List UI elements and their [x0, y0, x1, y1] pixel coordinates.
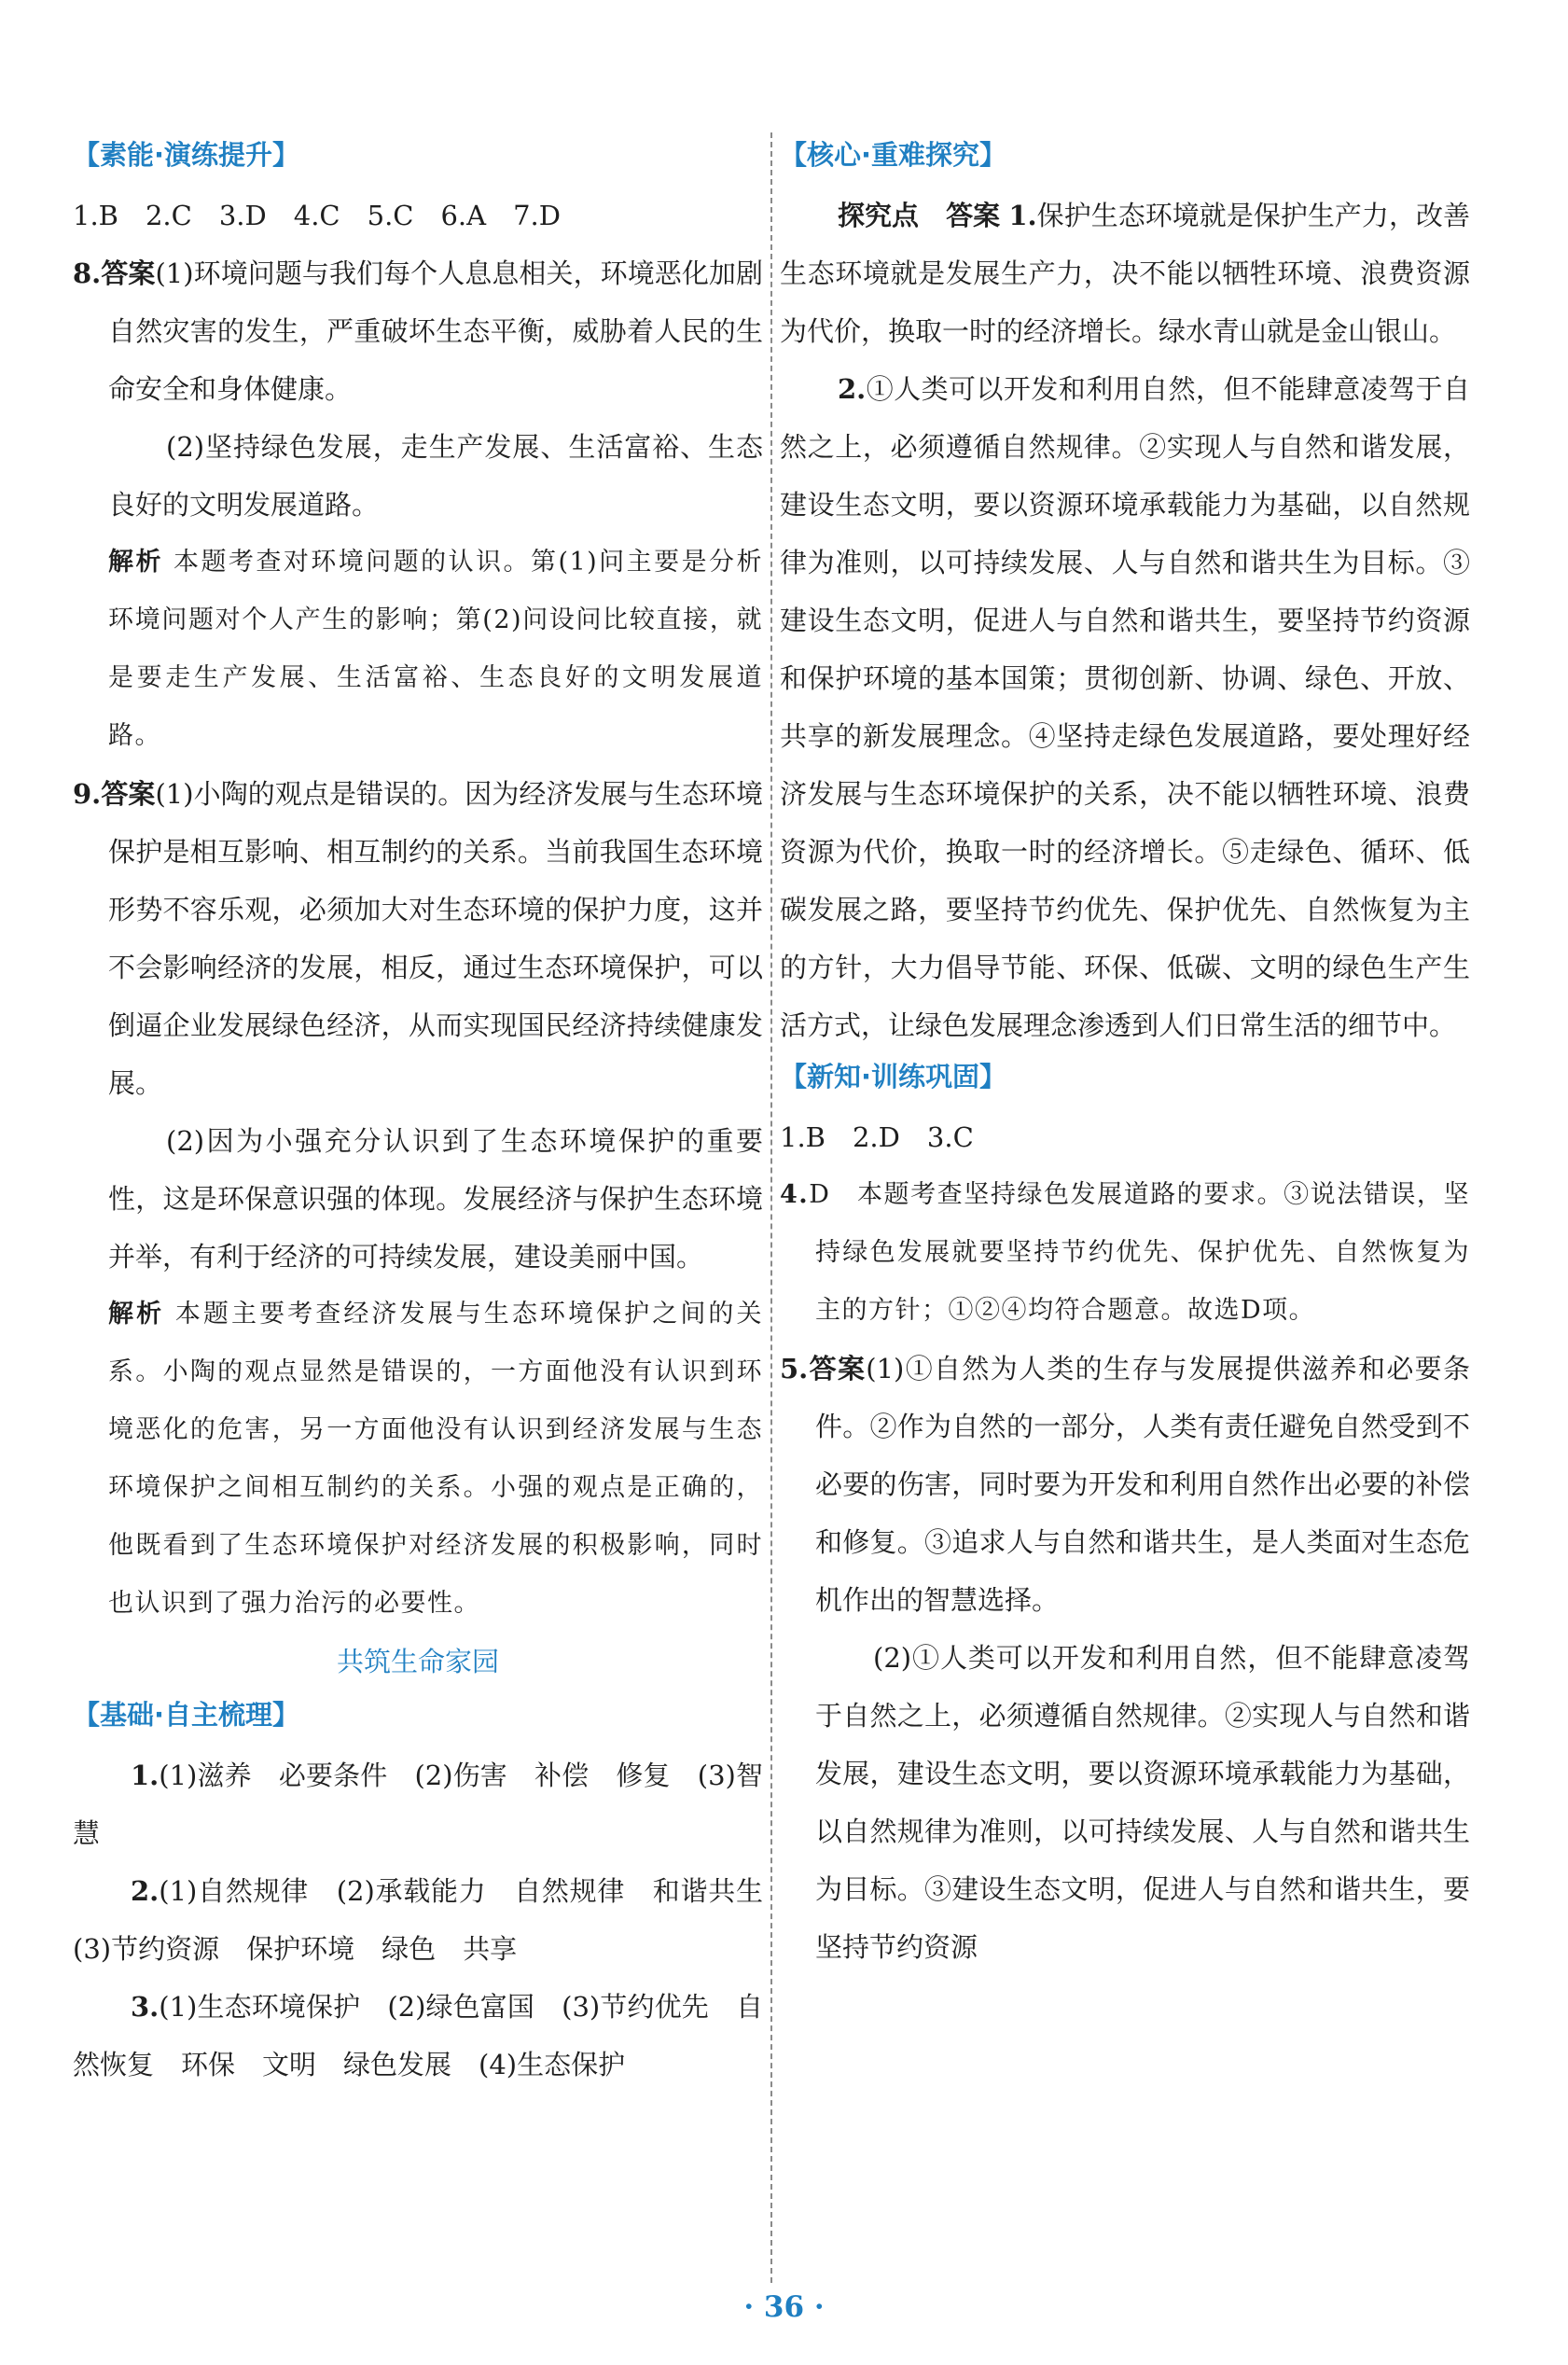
q9-analysis [73, 1286, 763, 1633]
q9-answer-part1: (1)小陶的观点是错误的。因为经济发展与生态环境保护是相互影响、相互制约的关系。当前我国生态环境形势不容乐观，必须加大对生态环境的保护力度，这并不会影响经济的发展，相反，通过生态环境保护，可以倒逼企业发展绿色经济，从而实现国民经济持续健康发展。 [108, 778, 763, 1099]
left-column [73, 132, 791, 2094]
explore-1-number: 1. [1008, 200, 1037, 231]
basic-answer-2 [73, 1862, 791, 1978]
q8-answer-part2: (2)坚持绿色发展，走生产发展、生活富裕、生态良好的文明发展道路。 [108, 431, 763, 521]
heading-hexin: 【核心·重难探究】 [780, 139, 1007, 171]
q9-answer [73, 765, 763, 1112]
q8-analysis-label: 解析 [108, 548, 163, 577]
q5-answer-label: 答案 [808, 1353, 867, 1384]
q8-answer [73, 244, 763, 418]
q8-number: 8. [73, 257, 102, 289]
basic-2-number: 2. [131, 1875, 160, 1907]
explore-label: 探究点 答案 [838, 200, 1001, 231]
q5-answer-part1: (1)①自然为人类的生存与发展提供滋养和必要条件。②作为自然的一部分，人类有责任避免自然受到不必要的伤害，同时要为开发和利用自然作出必要的补偿和修复。③追求人与自然和谐共生，是人类面对生态危机作出的智慧选择。 [815, 1353, 1470, 1616]
q5-answer [780, 1340, 1470, 1629]
heading-xinzhi: 【新知·训练巩固】 [780, 1061, 1007, 1092]
basic-1-number: 1. [131, 1760, 160, 1791]
basic-3-text: (1)生态环境保护 (2)绿色富国 (3)节约优先 自然恢复 环保 文明 绿色发展 (4)生态保护 [73, 1991, 763, 2080]
q4-number: 4. [780, 1180, 810, 1209]
basic-answer-3 [73, 1978, 763, 2094]
basic-answer-1 [73, 1746, 763, 1862]
explore-1-text: 保护生态环境就是保护生产力，改善生态环境就是发展生产力，决不能以牺牲环境、浪费资源为代价，换取一时的经济增长。绿水青山就是金山银山。 [780, 200, 1470, 347]
q8-answer-label: 答案 [101, 257, 156, 289]
column-divider [770, 132, 772, 2283]
q8-answer-part1: (1)环境问题与我们每个人息息相关，环境恶化加剧自然灾害的发生，严重破坏生态平衡，威胁着人民的生命安全和身体健康。 [108, 257, 763, 405]
basic-2-text: (1)自然规律 (2)承载能力 自然规律 和谐共生 (3)节约资源 保护环境 绿色 共享 [73, 1875, 791, 1965]
section-title: 共筑生命家园 [336, 1646, 499, 1677]
mc-answers-right: 1.B 2.D 3.C [780, 1121, 974, 1153]
q4-text: D 本题考查坚持绿色发展道路的要求。③说法错误，坚持绿色发展就要坚持节约优先、保护优先、自然恢复为主的方针；①②④均符合题意。故选D项。 [809, 1180, 1470, 1325]
heading-suneng: 【素能·演练提升】 [73, 139, 300, 171]
basic-3-number: 3. [131, 1991, 160, 2023]
q9-analysis-label: 解析 [108, 1300, 165, 1329]
heading-jichu: 【基础·自主梳理】 [73, 1699, 300, 1731]
q4-answer [780, 1166, 1470, 1340]
right-column [780, 132, 1470, 1976]
q8-analysis [73, 534, 763, 765]
explore-answer-1 [780, 187, 1470, 360]
explore-2-number: 2. [838, 373, 867, 405]
q5-answer-part2: (2)①人类可以开发和利用自然，但不能肆意凌驾于自然之上，必须遵循自然规律。②实现人与自然和谐发展，建设生态文明，要以资源环境承载能力为基础，以自然规律为准则，以可持续发展、人与自然和谐共生为目标。③建设生态文明，促进人与自然和谐共生，要坚持节约资源 [815, 1642, 1470, 1963]
explore-answer-2 [780, 360, 1470, 1054]
page-number: · 36 · [743, 2290, 825, 2324]
q9-answer-label: 答案 [101, 778, 156, 810]
basic-1-text: (1)滋养 必要条件 (2)伤害 补偿 修复 (3)智慧 [73, 1760, 763, 1849]
explore-2-text: ①人类可以开发和利用自然，但不能肆意凌驾于自然之上，必须遵循自然规律。②实现人与自然和谐发展，建设生态文明，要以资源环境承载能力为基础，以自然规律为准则，以可持续发展、人与自然和谐共生为目标。③建设生态文明，促进人与自然和谐共生，要坚持节约资源和保护环境的基本国策；贯彻创新、协调、绿色、开放、共享的新发展理念。④坚持走绿色发展道路，要处理好经济发展与生态环境保护的关系，决不能以牺牲环境、浪费资源为代价，换取一时的经济增长。⑤走绿色、循环、低碳发展之路，要坚持节约优先、保护优先、自然恢复为主的方针，大力倡导节能、环保、低碳、文明的绿色生产生活方式，让绿色发展理念渗透到人们日常生活的细节中。 [780, 373, 1470, 1041]
q5-number: 5. [780, 1353, 809, 1384]
mc-answers-left: 1.B 2.C 3.D 4.C 5.C 6.A 7.D [73, 200, 562, 231]
q8-analysis-text: 本题考查对环境问题的认识。第(1)问主要是分析环境问题对个人产生的影响；第(2)问设问比较直接，就是要走生产发展、生活富裕、生态良好的文明发展道路。 [108, 548, 763, 750]
q9-answer-part2: (2)因为小强充分认识到了生态环境保护的重要性，这是环保意识强的体现。发展经济与保护生态环境并举，有利于经济的可持续发展，建设美丽中国。 [108, 1125, 763, 1273]
q9-number: 9. [73, 778, 102, 810]
q9-analysis-text: 本题主要考查经济发展与生态环境保护之间的关系。小陶的观点显然是错误的，一方面他没有认识到环境恶化的危害，另一方面他没有认识到经济发展与生态环境保护之间相互制约的关系。小强的观点是正确的，他既看到了生态环境保护对经济发展的积极影响，同时也认识到了强力治污的必要性。 [108, 1300, 764, 1618]
